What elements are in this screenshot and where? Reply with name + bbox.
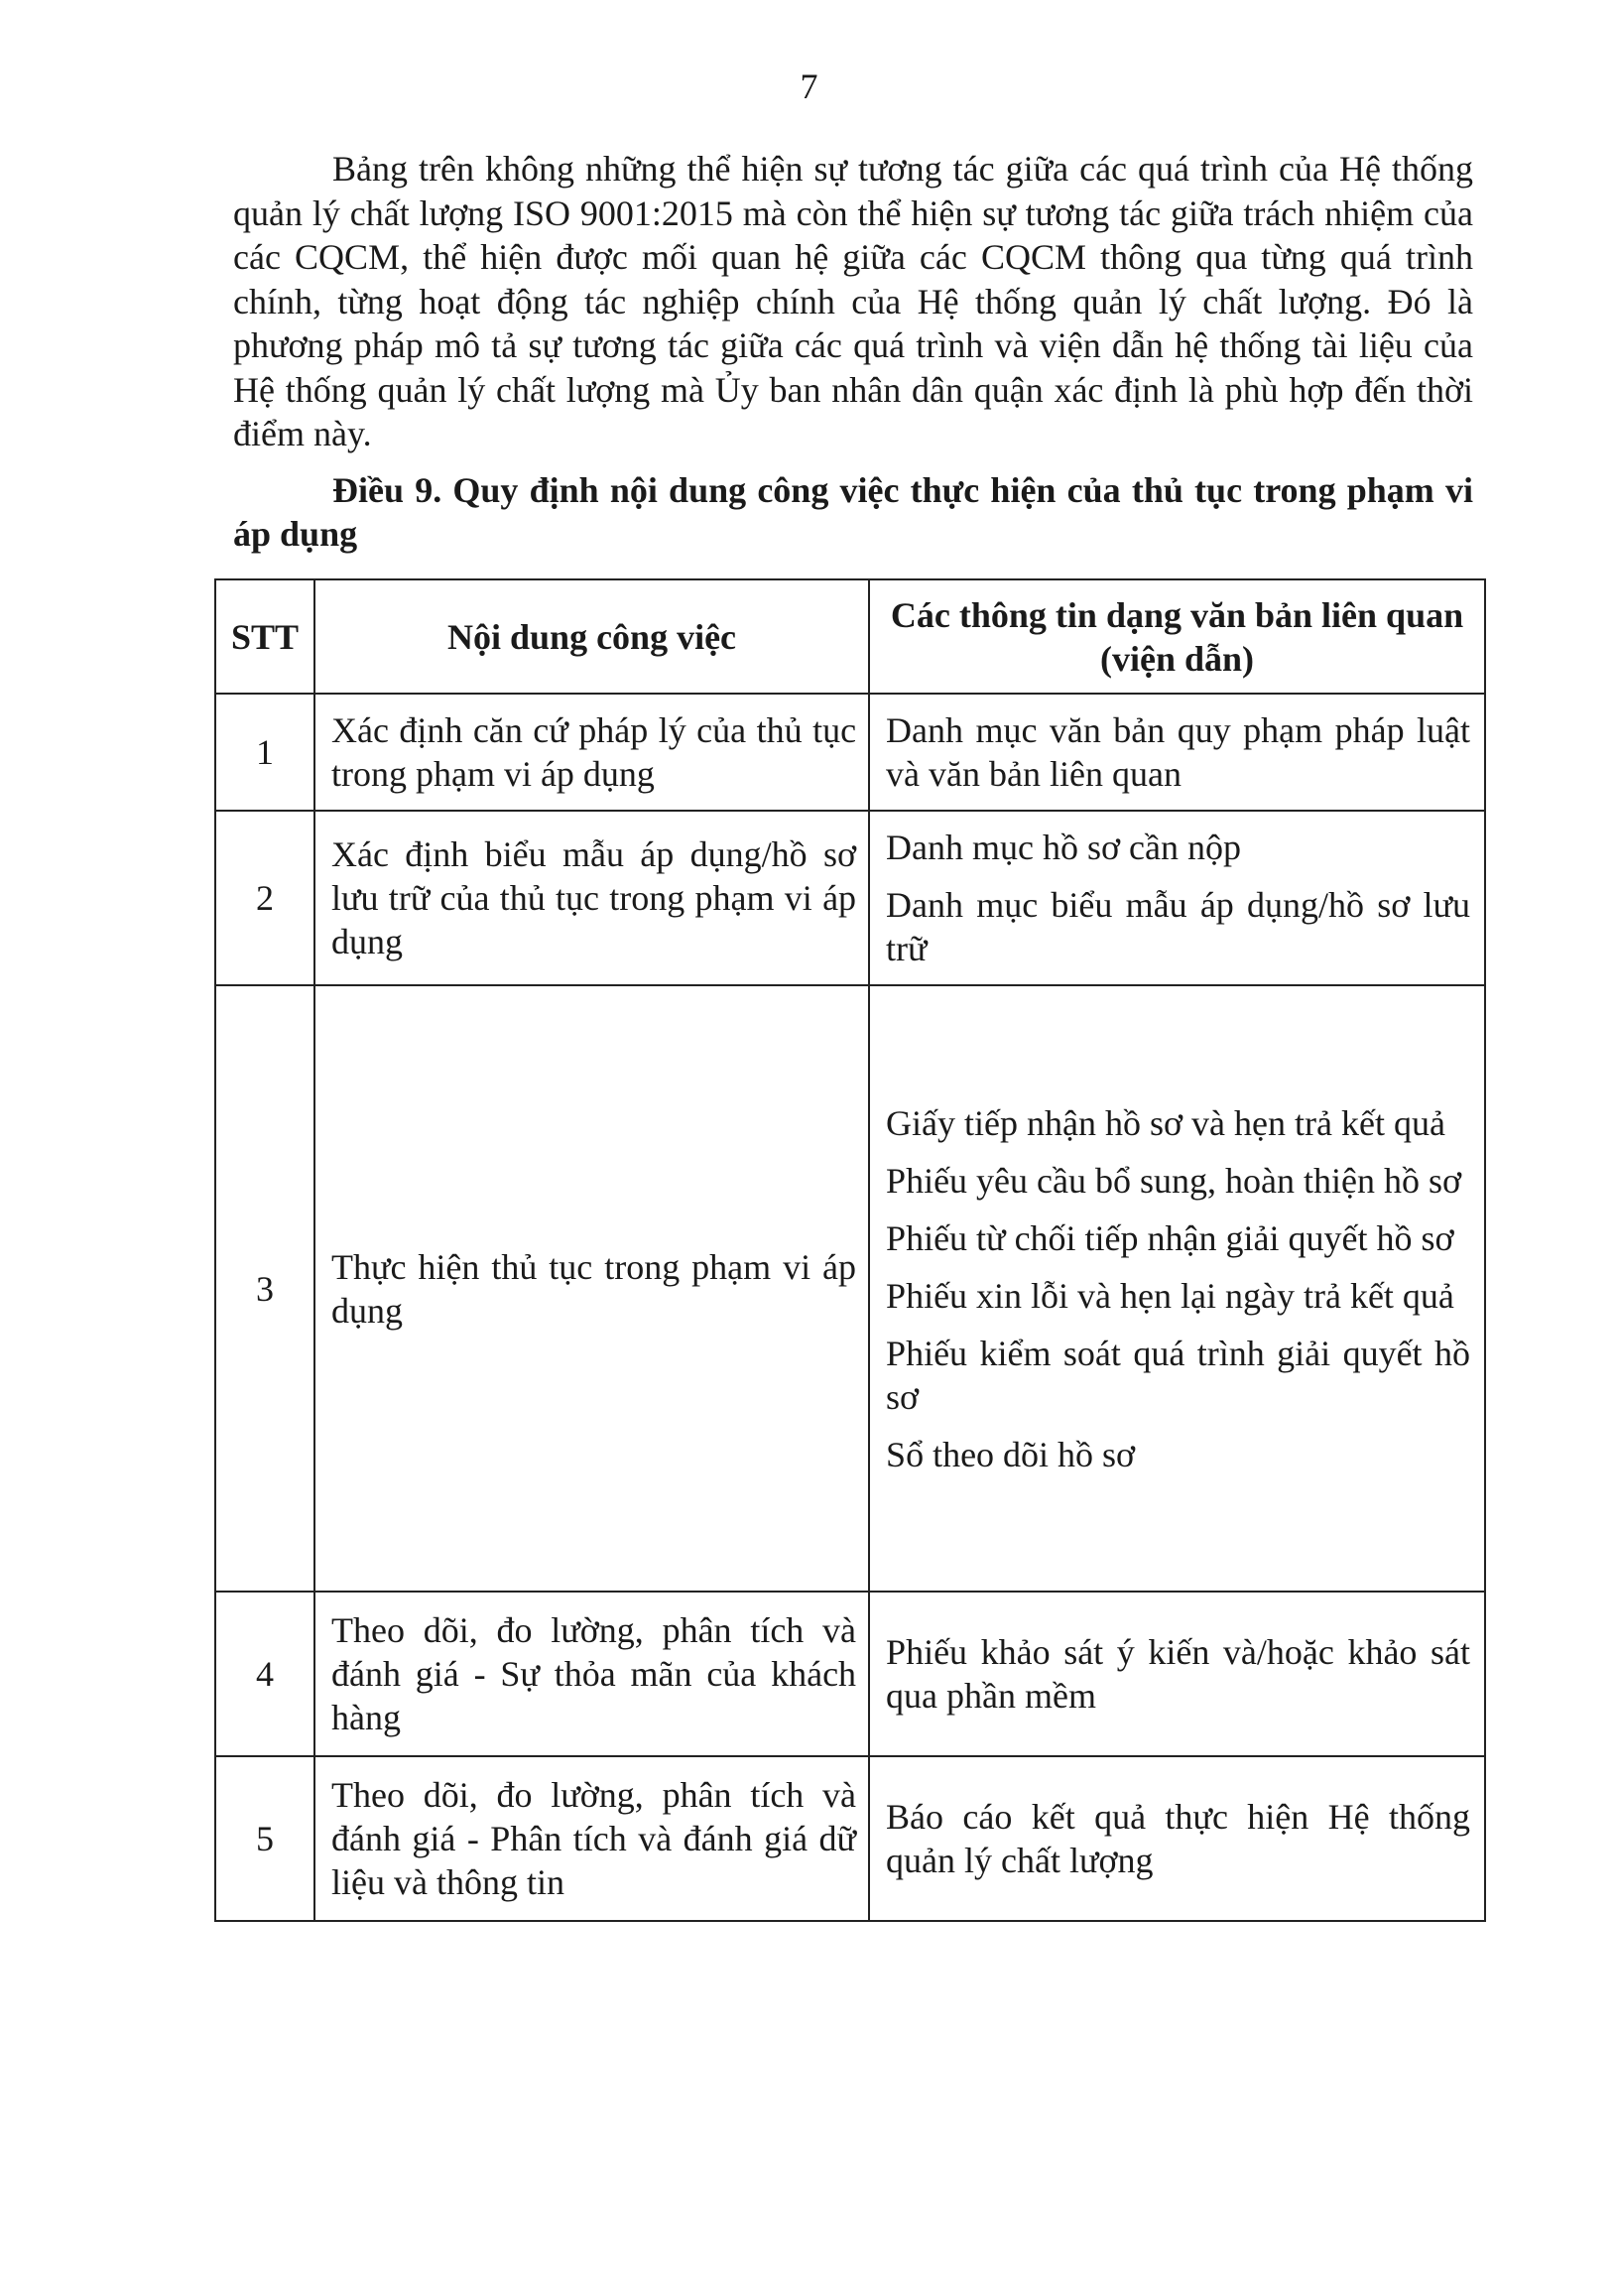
row-content: Xác định biểu mẫu áp dụng/hồ sơ lưu trữ của thủ tục trong phạm vi áp dụng — [314, 811, 869, 985]
article-heading: Điều 9. Quy định nội dung công việc thực hiện của thủ tục trong phạm vi áp dụng — [233, 470, 1473, 554]
table-row — [215, 694, 1485, 811]
row-stt: 1 — [215, 694, 314, 811]
doc-item: Danh mục biểu mẫu áp dụng/hồ sơ lưu trữ — [886, 885, 1470, 968]
row-stt: 5 — [215, 1756, 314, 1921]
row-content: Thực hiện thủ tục trong phạm vi áp dụng — [314, 985, 869, 1592]
doc-item: Danh mục văn bản quy phạm pháp luật và văn bản liên quan — [886, 710, 1470, 794]
row-content: Theo dõi, đo lường, phân tích và đánh giá - Phân tích và đánh giá dữ liệu và thông tin — [314, 1756, 869, 1921]
row-stt: 4 — [215, 1592, 314, 1756]
table-row — [215, 1592, 1485, 1756]
page-number: 7 — [800, 66, 818, 106]
row-content: Xác định căn cứ pháp lý của thủ tục trong phạm vi áp dụng — [314, 694, 869, 811]
procedure-table — [214, 578, 1486, 1922]
doc-item: Giấy tiếp nhận hồ sơ và hẹn trả kết quả — [886, 1102, 1445, 1143]
row-docs — [869, 1592, 1485, 1756]
doc-item: Báo cáo kết quả thực hiện Hệ thống quản lý chất lượng — [886, 1797, 1470, 1880]
row-stt: 2 — [215, 811, 314, 985]
doc-item: Phiếu khảo sát ý kiến và/hoặc khảo sát qua phần mềm — [886, 1632, 1470, 1716]
doc-item: Phiếu xin lỗi và hẹn lại ngày trả kết quả — [886, 1275, 1454, 1316]
header-content: Nội dung công việc — [314, 579, 869, 694]
row-docs — [869, 694, 1485, 811]
header-docs: Các thông tin dạng văn bản liên quan (viện dẫn) — [869, 579, 1485, 694]
doc-item: Phiếu yêu cầu bổ sung, hoàn thiện hồ sơ — [886, 1160, 1462, 1201]
doc-item: Danh mục hồ sơ cần nộp — [886, 828, 1242, 867]
table-header-row — [215, 579, 1485, 694]
row-docs — [869, 985, 1485, 1592]
row-content: Theo dõi, đo lường, phân tích và đánh giá - Sự thỏa mãn của khách hàng — [314, 1592, 869, 1756]
row-stt: 3 — [215, 985, 314, 1592]
doc-item: Phiếu từ chối tiếp nhận giải quyết hồ sơ — [886, 1217, 1454, 1258]
header-stt: STT — [215, 579, 314, 694]
table-row — [215, 985, 1485, 1592]
intro-paragraph: Bảng trên không những thể hiện sự tương tác giữa các quá trình của Hệ thống quản lý chất lượng ISO 9001:2015 mà còn thể hiện sự tương tác giữa trách nhiệm của các CQCM, thể hiện được mối quan hệ giữa các CQCM thông qua từng quá trình chính, từng hoạt động tác nghiệp chính của Hệ thống quản lý chất lượng. Đó là phương pháp mô tả sự tương tác giữa các quá trình và viện dẫn hệ thống tài liệu của Hệ thống quản lý chất lượng mà Ủy ban nhân dân quận xác định là phù hợp đến thời điểm này. — [233, 149, 1473, 453]
doc-item: Sổ theo dõi hồ sơ — [886, 1434, 1136, 1474]
row-docs — [869, 811, 1485, 985]
table-row — [215, 1756, 1485, 1921]
doc-item: Phiếu kiểm soát quá trình giải quyết hồ sơ — [886, 1333, 1470, 1417]
row-docs — [869, 1756, 1485, 1921]
table-row — [215, 811, 1485, 985]
